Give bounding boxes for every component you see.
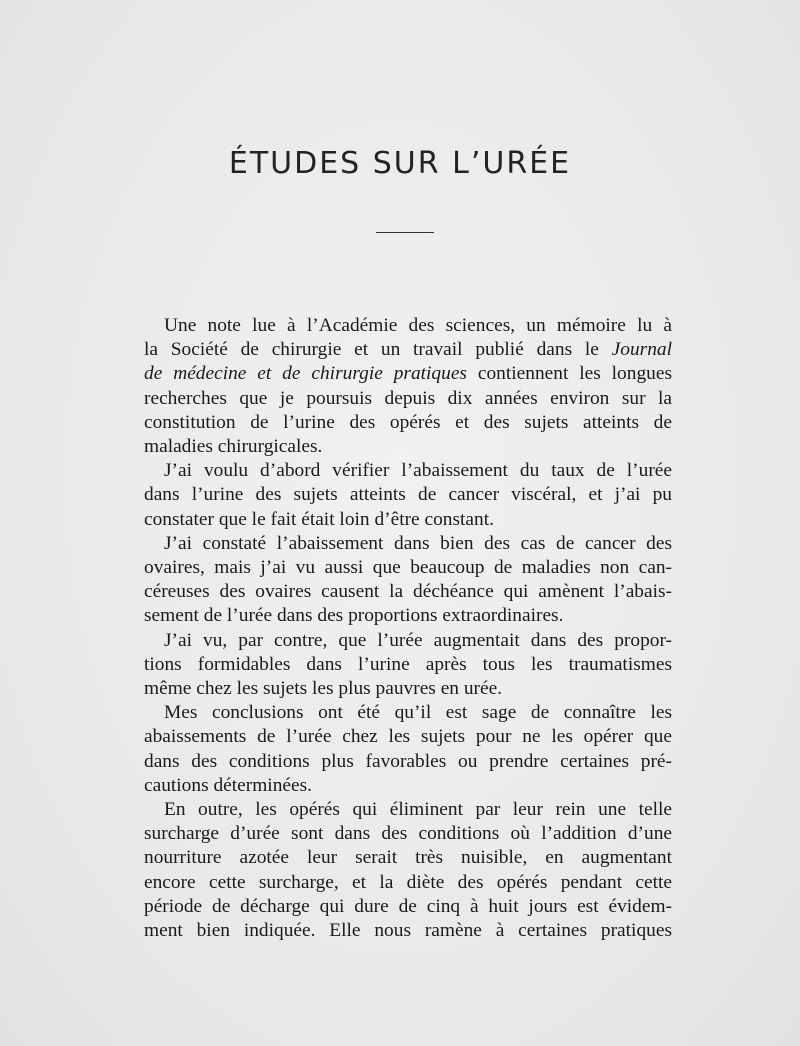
text-line: ovaires, mais j’ai vu aussi que beaucoup de maladies non can- [144, 557, 672, 579]
text-line: Une note lue à l’Académie des sciences, un mémoire lu à [164, 315, 672, 336]
italic-title: de médecine et de chirurgie pratiques [144, 363, 467, 385]
text-line: ment bien indiquée. Elle nous ramène à certaines pratiques [144, 920, 672, 942]
paragraph [144, 798, 672, 943]
text-line: même chez les sujets les plus pauvres en urée. [144, 678, 503, 700]
text-line: sement de l’urée dans des proportions extraordinaires. [144, 605, 564, 627]
text-line: tions formidables dans l’urine après tous les traumatismes [144, 653, 672, 675]
text-line: céreuses des ovaires causent la déchéance qui amènent l’abais- [144, 581, 672, 603]
text-line: nourriture azotée leur serait très nuisible, en augmentant [144, 847, 672, 869]
text-line: cautions déterminées. [144, 774, 312, 796]
paragraph [144, 532, 672, 629]
paragraph [144, 459, 672, 532]
text-line: En outre, les opérés qui éliminent par leur rein une telle [164, 799, 672, 821]
text-line: dans l’urine des sujets atteints de cancer viscéral, et j’ai pu [144, 484, 672, 506]
text-line: abaissements de l’urée chez les sujets pour ne les opérer que [144, 726, 672, 748]
title-rule [376, 232, 434, 233]
italic-title: Journal [611, 339, 672, 361]
text-line: J’ai vu, par contre, que l’urée augmentait dans des propor- [164, 629, 672, 651]
text-line: dans des conditions plus favorables ou prendre certaines pré- [144, 750, 672, 772]
text-line: période de décharge qui dure de cinq à huit jours est évidem- [144, 895, 672, 917]
page-title: ÉTUDES SUR L’URÉE [228, 146, 572, 181]
text-line: surcharge d’urée sont dans des conditions où l’addition d’une [144, 823, 672, 845]
text-line: J’ai voulu d’abord vérifier l’abaissement du taux de l’urée [164, 460, 672, 482]
text-line: constater que le fait était loin d’être constant. [144, 508, 494, 530]
text-line: Mes conclusions ont été qu’il est sage de connaître les [164, 702, 672, 724]
text-line: J’ai constaté l’abaissement dans bien des cas de cancer des [164, 532, 672, 554]
text-line: de médecine et de chirurgie pratiques contiennent les longues [144, 363, 672, 385]
text-line: la Société de chirurgie et un travail publié dans le Journal [144, 339, 672, 361]
text-line: constitution de l’urine des opérés et des sujets atteints de [144, 411, 672, 433]
text-line: recherches que je poursuis depuis dix années environ sur la [144, 387, 672, 409]
paragraph [144, 314, 672, 459]
text-line: encore cette surcharge, et la diète des opérés pendant cette [144, 871, 672, 893]
paragraph [144, 629, 672, 702]
text-line: maladies chirurgicales. [144, 436, 323, 458]
paragraph [144, 701, 672, 798]
body-text [144, 314, 672, 943]
